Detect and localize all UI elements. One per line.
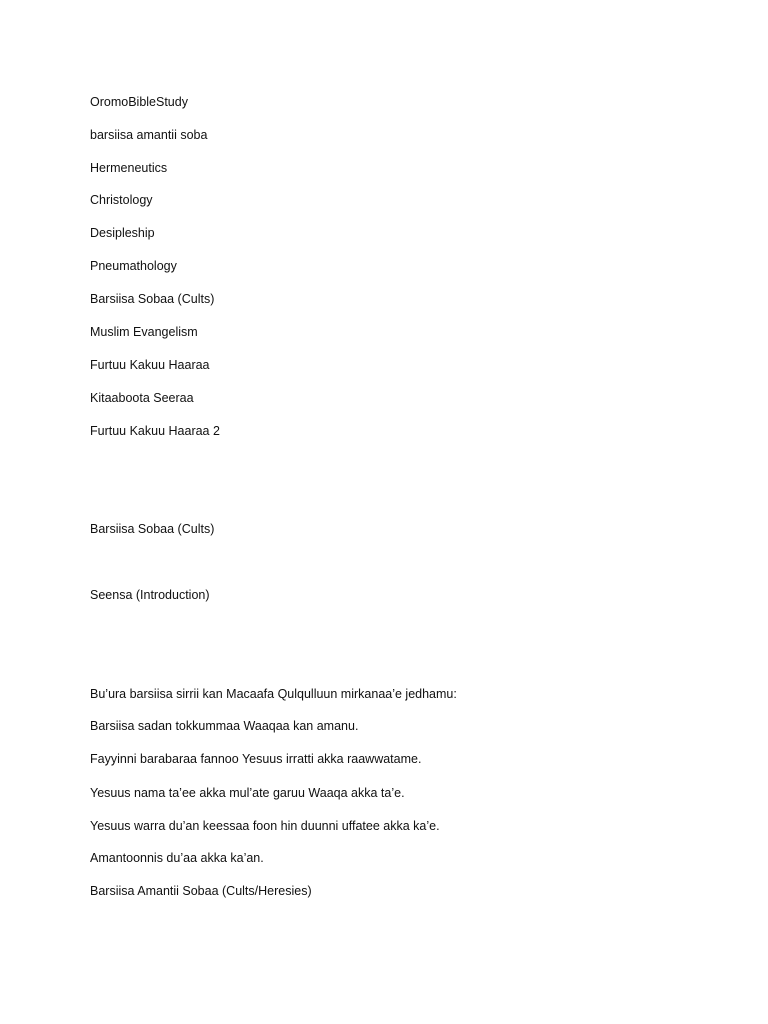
- nav-item-pneumathology[interactable]: Pneumathology: [90, 259, 177, 273]
- nav-item-barsiisa-sobaa-cults[interactable]: Barsiisa Sobaa (Cults): [90, 292, 215, 306]
- nav-item-furtuu-kakuu-haaraa[interactable]: Furtuu Kakuu Haaraa: [90, 358, 210, 372]
- document-title: Barsiisa Sobaa (Cults): [90, 522, 215, 536]
- nav-item-barsiisa-amantii-soba[interactable]: barsiisa amantii soba: [90, 128, 208, 142]
- paragraph: Barsiisa sadan tokkummaa Waaqaa kan amanu.: [90, 719, 359, 733]
- nav-item-furtuu-kakuu-haaraa-2[interactable]: Furtuu Kakuu Haaraa 2: [90, 424, 220, 438]
- paragraph: Bu’ura barsiisa sirrii kan Macaafa Qulqulluun mirkanaa’e jedhamu:: [90, 687, 457, 701]
- nav-item-kitaaboota-seeraa[interactable]: Kitaaboota Seeraa: [90, 391, 194, 405]
- paragraph: Yesuus nama ta’ee akka mul’ate garuu Waaqa akka ta’e.: [90, 786, 405, 800]
- nav-item-oromo-bible-study[interactable]: OromoBibleStudy: [90, 95, 188, 109]
- nav-item-christology[interactable]: Christology: [90, 193, 153, 207]
- nav-item-hermeneutics[interactable]: Hermeneutics: [90, 161, 168, 175]
- paragraph: Barsiisa Amantii Sobaa (Cults/Heresies): [90, 884, 312, 898]
- document-subtitle: Seensa (Introduction): [90, 588, 210, 602]
- nav-item-muslim-evangelism[interactable]: Muslim Evangelism: [90, 325, 198, 339]
- paragraph: Yesuus warra du’an keessaa foon hin duunni uffatee akka ka’e.: [90, 819, 440, 833]
- nav-item-desipleship[interactable]: Desipleship: [90, 226, 155, 240]
- paragraph: Fayyinni barabaraa fannoo Yesuus irratti akka raawwatame.: [90, 752, 422, 766]
- paragraph: Amantoonnis du’aa akka ka’an.: [90, 851, 264, 865]
